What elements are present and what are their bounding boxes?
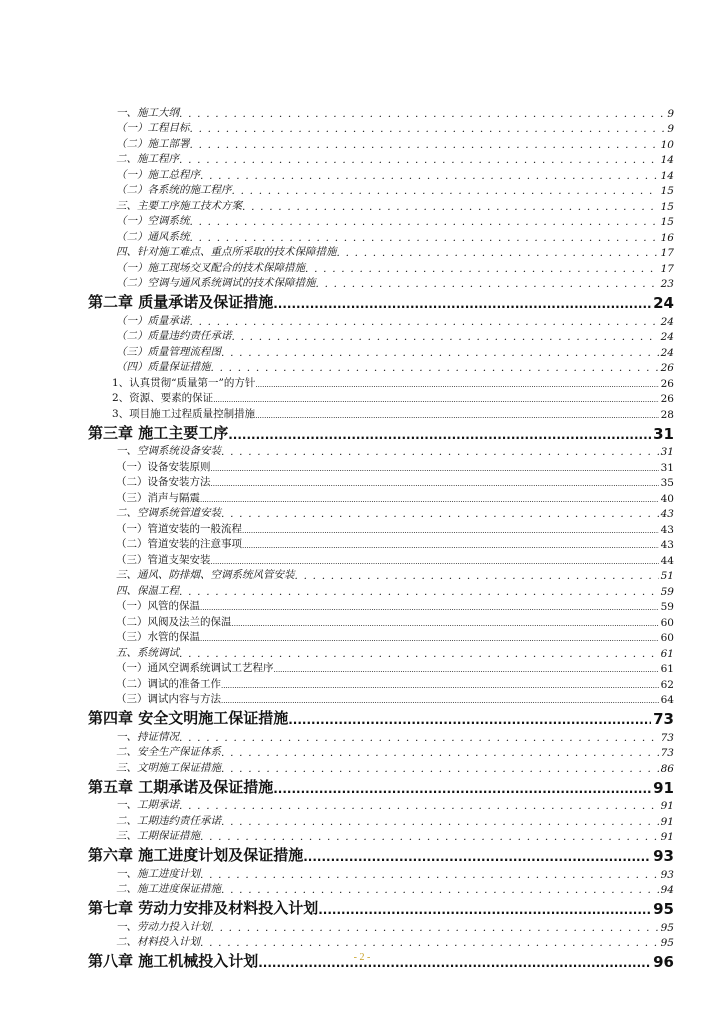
- toc-entry-title: 四、保温工程: [116, 584, 179, 597]
- toc-entry-page: 26: [660, 377, 674, 390]
- toc-dot-leader: [273, 294, 651, 312]
- toc-entry-title: 一、施工进度计划: [116, 867, 200, 880]
- toc-dot-leader: [232, 185, 659, 197]
- toc-dot-leader: [242, 539, 659, 551]
- toc-entry[interactable]: [88, 797, 674, 813]
- toc-entry-title: 第六章 施工进度计划及保证措施: [88, 846, 304, 864]
- toc-entry[interactable]: [88, 405, 674, 421]
- toc-entry[interactable]: [88, 881, 674, 897]
- toc-entry[interactable]: [88, 275, 674, 291]
- toc-dot-leader: [242, 201, 659, 213]
- toc-dot-leader: [200, 493, 659, 505]
- toc-entry-title: （三）消声与隔震: [116, 491, 200, 504]
- toc-entry-page: 26: [660, 393, 674, 405]
- toc-entry[interactable]: [88, 343, 674, 359]
- toc-entry[interactable]: [88, 691, 674, 707]
- toc-entry-title: （一）空调系统: [116, 215, 190, 227]
- toc-entry-page: 86: [660, 762, 674, 775]
- toc-entry-title: （一）工程目标: [116, 122, 190, 134]
- toc-entry-title: （一）设备安装原则: [116, 460, 211, 473]
- table-of-contents: [88, 104, 674, 971]
- toc-dot-leader: [179, 154, 659, 166]
- toc-entry-page: 91: [653, 778, 674, 797]
- toc-dot-leader: [179, 586, 659, 598]
- toc-entry-title: （三）管道支架安装: [116, 553, 211, 566]
- toc-entry-title: 2、资源、要素的保证: [112, 392, 214, 404]
- toc-entry-page: 93: [653, 847, 674, 865]
- toc-entry-title: 1、认真贯彻“质量第一”的方针: [112, 376, 256, 389]
- toc-dot-leader: [190, 139, 659, 151]
- toc-dot-leader: [221, 446, 659, 458]
- toc-entry-title: （二）质量违约责任承诺: [116, 330, 232, 342]
- toc-entry-title: 二、工期违约责任承诺: [116, 814, 221, 827]
- toc-entry-page: 15: [660, 200, 674, 213]
- toc-entry-page: 17: [660, 262, 674, 275]
- toc-chapter-entry[interactable]: [88, 843, 674, 865]
- toc-entry-page: 60: [660, 616, 674, 629]
- toc-entry[interactable]: [88, 644, 674, 660]
- toc-entry-page: 64: [660, 694, 674, 706]
- toc-entry-title: 一、持证情况: [116, 730, 179, 743]
- toc-entry-title: 四、针对施工难点、重点所采取的技术保障措施: [116, 246, 337, 258]
- toc-entry[interactable]: [88, 536, 674, 552]
- toc-entry[interactable]: [88, 390, 674, 406]
- toc-dot-leader: [221, 347, 659, 359]
- toc-entry[interactable]: [88, 520, 674, 536]
- toc-entry-page: 96: [653, 953, 674, 971]
- toc-dot-leader: [295, 570, 659, 582]
- toc-entry-page: 95: [653, 900, 674, 918]
- toc-entry[interactable]: [88, 812, 674, 828]
- toc-chapter-entry[interactable]: [88, 775, 674, 797]
- toc-entry-title: （二）设备安装方法: [116, 476, 211, 488]
- toc-dot-leader: [179, 108, 665, 120]
- toc-entry-title: （一）管道安装的一般流程: [116, 522, 242, 535]
- toc-entry-page: 73: [660, 747, 674, 759]
- toc-dot-leader: [190, 216, 659, 228]
- toc-entry[interactable]: [88, 135, 674, 151]
- toc-entry[interactable]: [88, 744, 674, 760]
- toc-dot-leader: [200, 937, 659, 949]
- toc-chapter-entry[interactable]: [88, 421, 674, 443]
- toc-dot-leader: [211, 362, 659, 374]
- toc-entry-title: （三）水管的保温: [116, 631, 200, 643]
- toc-entry-title: （二）风阀及法兰的保温: [116, 615, 232, 628]
- toc-entry[interactable]: [88, 458, 674, 474]
- toc-entry-title: 二、施工进度保证措施: [116, 883, 221, 895]
- toc-entry[interactable]: [88, 197, 674, 213]
- toc-entry[interactable]: [88, 359, 674, 375]
- toc-entry-title: （二）空调与通风系统调试的技术保障措施: [116, 277, 316, 289]
- toc-entry-page: 24: [653, 294, 674, 312]
- toc-entry-page: 73: [660, 731, 674, 744]
- toc-entry[interactable]: [88, 166, 674, 182]
- toc-entry-page: 51: [660, 570, 674, 582]
- toc-entry[interactable]: [88, 104, 674, 120]
- toc-dot-leader: [221, 763, 659, 775]
- toc-dot-leader: [179, 732, 659, 744]
- toc-entry-title: 三、工期保证措施: [116, 830, 200, 842]
- toc-entry-title: 三、文明施工保证措施: [116, 761, 221, 774]
- toc-entry-title: 三、通风、防排烟、空调系统风管安装: [116, 569, 295, 581]
- toc-entry-page: 31: [653, 424, 674, 443]
- toc-dot-leader: [273, 779, 651, 797]
- toc-dot-leader: [200, 601, 659, 613]
- toc-entry-page: 60: [660, 632, 674, 644]
- toc-dot-leader: [255, 409, 658, 421]
- toc-entry-title: 二、空调系统管道安装: [116, 507, 221, 519]
- toc-entry[interactable]: [88, 374, 674, 390]
- toc-entry-page: 95: [660, 937, 674, 949]
- toc-dot-leader: [211, 477, 659, 489]
- toc-entry-page: 91: [660, 815, 674, 828]
- toc-entry[interactable]: [88, 443, 674, 459]
- toc-dot-leader: [303, 847, 651, 865]
- toc-entry-title: （三）质量管理流程图: [116, 345, 221, 358]
- toc-entry[interactable]: [88, 629, 674, 645]
- toc-entry[interactable]: [88, 828, 674, 844]
- toc-entry[interactable]: [88, 934, 674, 950]
- toc-entry-title: 一、工期承诺: [116, 799, 179, 811]
- toc-dot-leader: [179, 800, 659, 812]
- toc-dot-leader: [221, 747, 659, 759]
- toc-dot-leader: [337, 247, 659, 259]
- toc-chapter-entry[interactable]: [88, 290, 674, 312]
- toc-dot-leader: [200, 869, 659, 881]
- toc-entry-page: 31: [660, 461, 674, 474]
- toc-entry-title: 二、施工程序: [116, 153, 179, 165]
- toc-entry-page: 93: [660, 868, 674, 881]
- toc-entry[interactable]: [88, 120, 674, 136]
- toc-entry[interactable]: [88, 259, 674, 275]
- toc-entry[interactable]: [88, 613, 674, 629]
- toc-entry[interactable]: [88, 244, 674, 260]
- toc-entry-page: 15: [660, 216, 674, 228]
- toc-dot-leader: [200, 831, 659, 843]
- toc-entry[interactable]: [88, 675, 674, 691]
- toc-entry-page: 14: [660, 169, 674, 182]
- toc-entry-title: 第七章 劳动力安排及材料投入计划: [88, 899, 319, 917]
- toc-entry-page: 59: [660, 585, 674, 598]
- toc-entry-page: 31: [660, 446, 674, 458]
- toc-entry-page: 10: [660, 138, 674, 151]
- toc-entry-page: 91: [660, 800, 674, 812]
- toc-entry-title: （一）质量承诺: [116, 314, 190, 327]
- toc-entry[interactable]: [88, 551, 674, 567]
- toc-dot-leader: [211, 555, 659, 567]
- toc-dot-leader: [228, 425, 651, 443]
- toc-entry[interactable]: [88, 660, 674, 676]
- toc-entry-title: （一）通风空调系统调试工艺程序: [116, 662, 274, 674]
- toc-entry-page: 40: [660, 492, 674, 505]
- toc-entry-title: （二）管道安装的注意事项: [116, 538, 242, 550]
- toc-entry-title: 第二章 质量承诺及保证措施: [88, 293, 274, 311]
- toc-entry-page: 61: [660, 647, 674, 660]
- toc-dot-leader: [190, 316, 659, 328]
- toc-entry-page: 9: [667, 123, 674, 135]
- toc-dot-leader: [255, 378, 658, 390]
- toc-entry-page: 44: [660, 554, 674, 567]
- toc-entry[interactable]: [88, 312, 674, 328]
- toc-entry[interactable]: [88, 567, 674, 583]
- toc-entry-page: 94: [660, 884, 674, 896]
- toc-entry-page: 14: [660, 154, 674, 166]
- toc-chapter-entry[interactable]: [88, 896, 674, 918]
- toc-dot-leader: [221, 884, 659, 896]
- toc-entry-page: 62: [660, 678, 674, 691]
- toc-dot-leader: [200, 170, 659, 182]
- toc-entry-page: 24: [660, 315, 674, 328]
- toc-dot-leader: [211, 462, 659, 474]
- toc-entry-title: 三、主要工序施工技术方案: [116, 199, 242, 212]
- toc-entry[interactable]: [88, 151, 674, 167]
- toc-entry[interactable]: [88, 228, 674, 244]
- toc-entry[interactable]: [88, 213, 674, 229]
- toc-dot-leader: [221, 508, 659, 520]
- toc-entry-title: （一）风管的保温: [116, 600, 200, 612]
- toc-entry-title: 二、安全生产保证体系: [116, 746, 221, 758]
- toc-entry-page: 23: [660, 278, 674, 290]
- toc-dot-leader: [211, 922, 659, 934]
- toc-entry-title: （一）施工总程序: [116, 168, 200, 181]
- toc-entry-page: 9: [667, 107, 674, 120]
- toc-entry-page: 59: [660, 601, 674, 613]
- toc-dot-leader: [213, 393, 658, 405]
- toc-dot-leader: [318, 900, 651, 918]
- toc-entry-page: 24: [660, 346, 674, 359]
- toc-entry[interactable]: [88, 328, 674, 344]
- toc-dot-leader: [316, 278, 659, 290]
- toc-dot-leader: [274, 663, 659, 675]
- toc-entry-page: 17: [660, 247, 674, 259]
- toc-dot-leader: [221, 694, 659, 706]
- toc-dot-leader: [221, 816, 659, 828]
- toc-entry-title: 五、系统调试: [116, 646, 179, 659]
- toc-entry[interactable]: [88, 759, 674, 775]
- toc-entry-page: 35: [660, 477, 674, 489]
- toc-entry[interactable]: [88, 865, 674, 881]
- toc-entry-page: 91: [660, 831, 674, 843]
- toc-entry-page: 26: [660, 362, 674, 374]
- toc-entry-title: （二）施工部署: [116, 137, 190, 150]
- toc-dot-leader: [232, 617, 659, 629]
- toc-entry-title: （二）各系统的施工程序: [116, 184, 232, 196]
- toc-dot-leader: [288, 710, 651, 728]
- toc-dot-leader: [190, 123, 666, 135]
- toc-dot-leader: [190, 232, 659, 244]
- toc-dot-leader: [179, 648, 659, 660]
- toc-entry[interactable]: [88, 598, 674, 614]
- toc-entry-title: （二）通风系统: [116, 230, 190, 243]
- toc-entry-page: 95: [660, 921, 674, 934]
- toc-entry-page: 28: [660, 408, 674, 421]
- toc-dot-leader: [305, 263, 659, 275]
- toc-entry-title: 一、劳动力投入计划: [116, 920, 211, 933]
- toc-entry[interactable]: [88, 728, 674, 744]
- toc-entry-title: 一、空调系统设备安装: [116, 445, 221, 457]
- toc-entry-title: 第四章 安全文明施工保证措施: [88, 709, 289, 727]
- toc-entry-page: 15: [660, 185, 674, 197]
- toc-entry-page: 61: [660, 663, 674, 675]
- toc-entry-page: 73: [653, 710, 674, 728]
- toc-chapter-entry[interactable]: [88, 706, 674, 728]
- toc-entry-title: 3、项目施工过程质量控制措施: [112, 407, 256, 420]
- toc-entry[interactable]: [88, 582, 674, 598]
- toc-dot-leader: [232, 331, 659, 343]
- toc-dot-leader: [221, 679, 659, 691]
- toc-entry-title: （四）质量保证措施: [116, 361, 211, 373]
- toc-entry-title: （二）调试的准备工作: [116, 677, 221, 690]
- toc-entry-page: 43: [660, 508, 674, 520]
- toc-entry-title: 第三章 施工主要工序: [88, 423, 229, 442]
- toc-dot-leader: [200, 632, 659, 644]
- toc-entry-title: 二、材料投入计划: [116, 936, 200, 948]
- toc-entry-title: （三）调试内容与方法: [116, 693, 221, 705]
- toc-entry-page: 43: [660, 539, 674, 551]
- toc-entry-title: 一、施工大纲: [116, 106, 179, 119]
- toc-entry[interactable]: [88, 489, 674, 505]
- toc-entry[interactable]: [88, 918, 674, 934]
- toc-dot-leader: [242, 524, 659, 536]
- toc-entry-page: 43: [660, 523, 674, 536]
- toc-entry[interactable]: [88, 505, 674, 521]
- toc-entry[interactable]: [88, 182, 674, 198]
- toc-entry-page: 24: [660, 331, 674, 343]
- toc-entry-title: （一）施工现场交叉配合的技术保障措施: [116, 261, 305, 274]
- toc-entry[interactable]: [88, 474, 674, 490]
- toc-entry-title: 第五章 工期承诺及保证措施: [88, 777, 274, 796]
- toc-entry-page: 16: [660, 231, 674, 244]
- toc-entry-title: 第八章 施工机械投入计划: [88, 952, 259, 970]
- page-number: - 2 -: [353, 952, 371, 963]
